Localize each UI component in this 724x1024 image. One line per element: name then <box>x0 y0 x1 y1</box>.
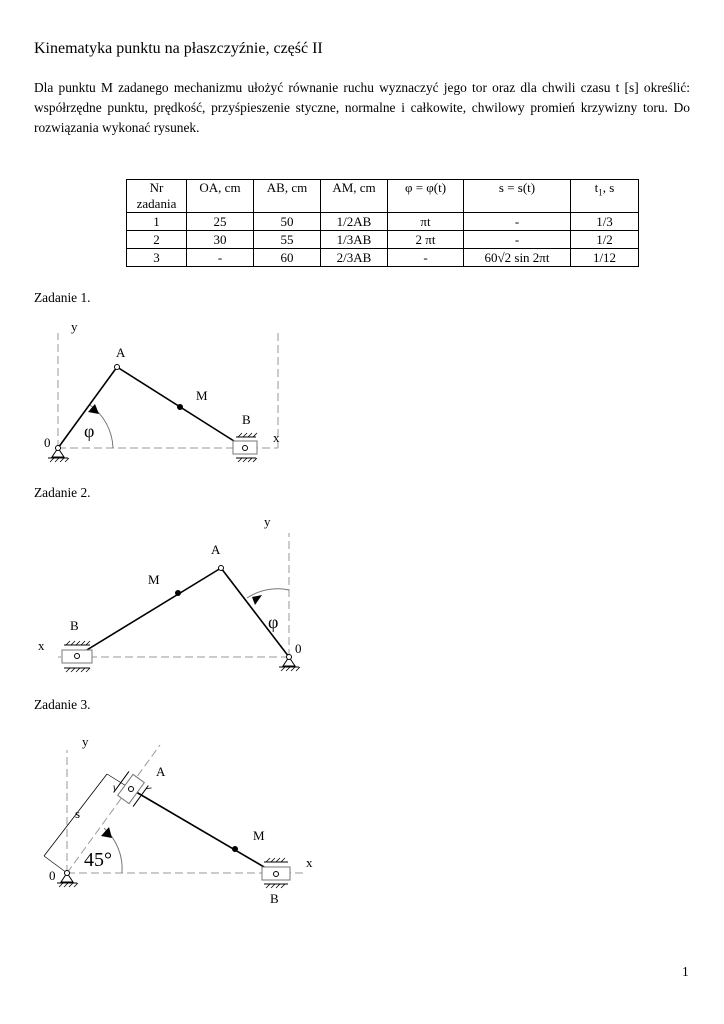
task3-label: Zadanie 3. <box>34 697 91 712</box>
task3-point-M <box>232 846 238 852</box>
task3-angle-arrow-icon <box>101 827 112 838</box>
cell-s: - <box>464 231 571 249</box>
cell-t: 1/2 <box>571 231 639 249</box>
cell-oa: 30 <box>187 231 254 249</box>
task1-y-label: y <box>71 319 78 334</box>
task3-A-label: A <box>156 764 166 779</box>
cell-nr: 1 <box>127 213 187 231</box>
task2-x-label: x <box>38 638 45 653</box>
cell-phi: - <box>388 249 464 267</box>
cell-s: 60√2 sin 2πt <box>464 249 571 267</box>
task1-B-label: B <box>242 412 251 427</box>
task3-joint-O <box>65 871 70 876</box>
task3-s-label: s <box>75 806 81 821</box>
cell-ab: 50 <box>254 213 321 231</box>
cell-phi: 2 πt <box>388 231 464 249</box>
cell-t: 1/12 <box>571 249 639 267</box>
task2-B-label: B <box>70 618 79 633</box>
header-phi: φ = φ(t) <box>388 180 464 213</box>
header-oa: OA, cm <box>187 180 254 213</box>
task3-incline-guide <box>67 745 160 873</box>
task3-x-label: x <box>306 855 313 870</box>
cell-oa: - <box>187 249 254 267</box>
task2-M-label: M <box>148 572 160 587</box>
task2-origin-label: 0 <box>295 641 302 656</box>
task1-angle-label: φ <box>84 421 95 441</box>
header-am: AM, cm <box>321 180 388 213</box>
task2-angle-label: φ <box>268 612 279 632</box>
task1-x-label: x <box>273 430 280 445</box>
task3-ground-hatch-icon <box>59 883 78 887</box>
cell-nr: 3 <box>127 249 187 267</box>
problem-statement: Dla punktu M zadanego mechanizmu ułożyć równanie ruchu wyznaczyć jego tor oraz dla chwili czasu t [s] określić: współrzędne punktu, prędkość, przyśpieszenie styczne, normalne i całkowite, chwilowy promień krzywizny toru. Do rozwiązania wykonać rysunek. <box>34 80 690 135</box>
header-ab: AB, cm <box>254 180 321 213</box>
cell-nr: 2 <box>127 231 187 249</box>
task3-angle-label: 45° <box>84 849 112 871</box>
cell-am: 1/3AB <box>321 231 388 249</box>
task1-label: Zadanie 1. <box>34 290 91 305</box>
page-title: Kinematyka punktu na płaszczyźnie, część II <box>34 40 323 57</box>
task2-A-label: A <box>211 542 221 557</box>
task3-B-label: B <box>270 891 279 906</box>
task3-origin-label: 0 <box>49 868 56 883</box>
task1-M-label: M <box>196 388 208 403</box>
cell-ab: 55 <box>254 231 321 249</box>
task3-s-extension-1 <box>44 856 67 873</box>
task3-joint-B <box>274 872 279 877</box>
header-t1: $t_1$, s <box>571 180 639 213</box>
cell-am: 2/3AB <box>321 249 388 267</box>
cell-am: 1/2AB <box>321 213 388 231</box>
cell-t: 1/3 <box>571 213 639 231</box>
task3-y-label: y <box>82 734 89 749</box>
header-task-number: Nr zadania <box>127 180 187 213</box>
task1-origin-label: 0 <box>44 435 51 450</box>
task3-M-label: M <box>253 828 265 843</box>
task3-joint-A <box>129 787 134 792</box>
task2-y-label: y <box>264 514 271 529</box>
cell-oa: 25 <box>187 213 254 231</box>
page-number: 1 <box>682 964 689 979</box>
cell-ab: 60 <box>254 249 321 267</box>
header-s: s = s(t) <box>464 180 571 213</box>
cell-phi: πt <box>388 213 464 231</box>
cell-s: - <box>464 213 571 231</box>
task2-label: Zadanie 2. <box>34 485 91 500</box>
task1-A-label: A <box>116 345 126 360</box>
